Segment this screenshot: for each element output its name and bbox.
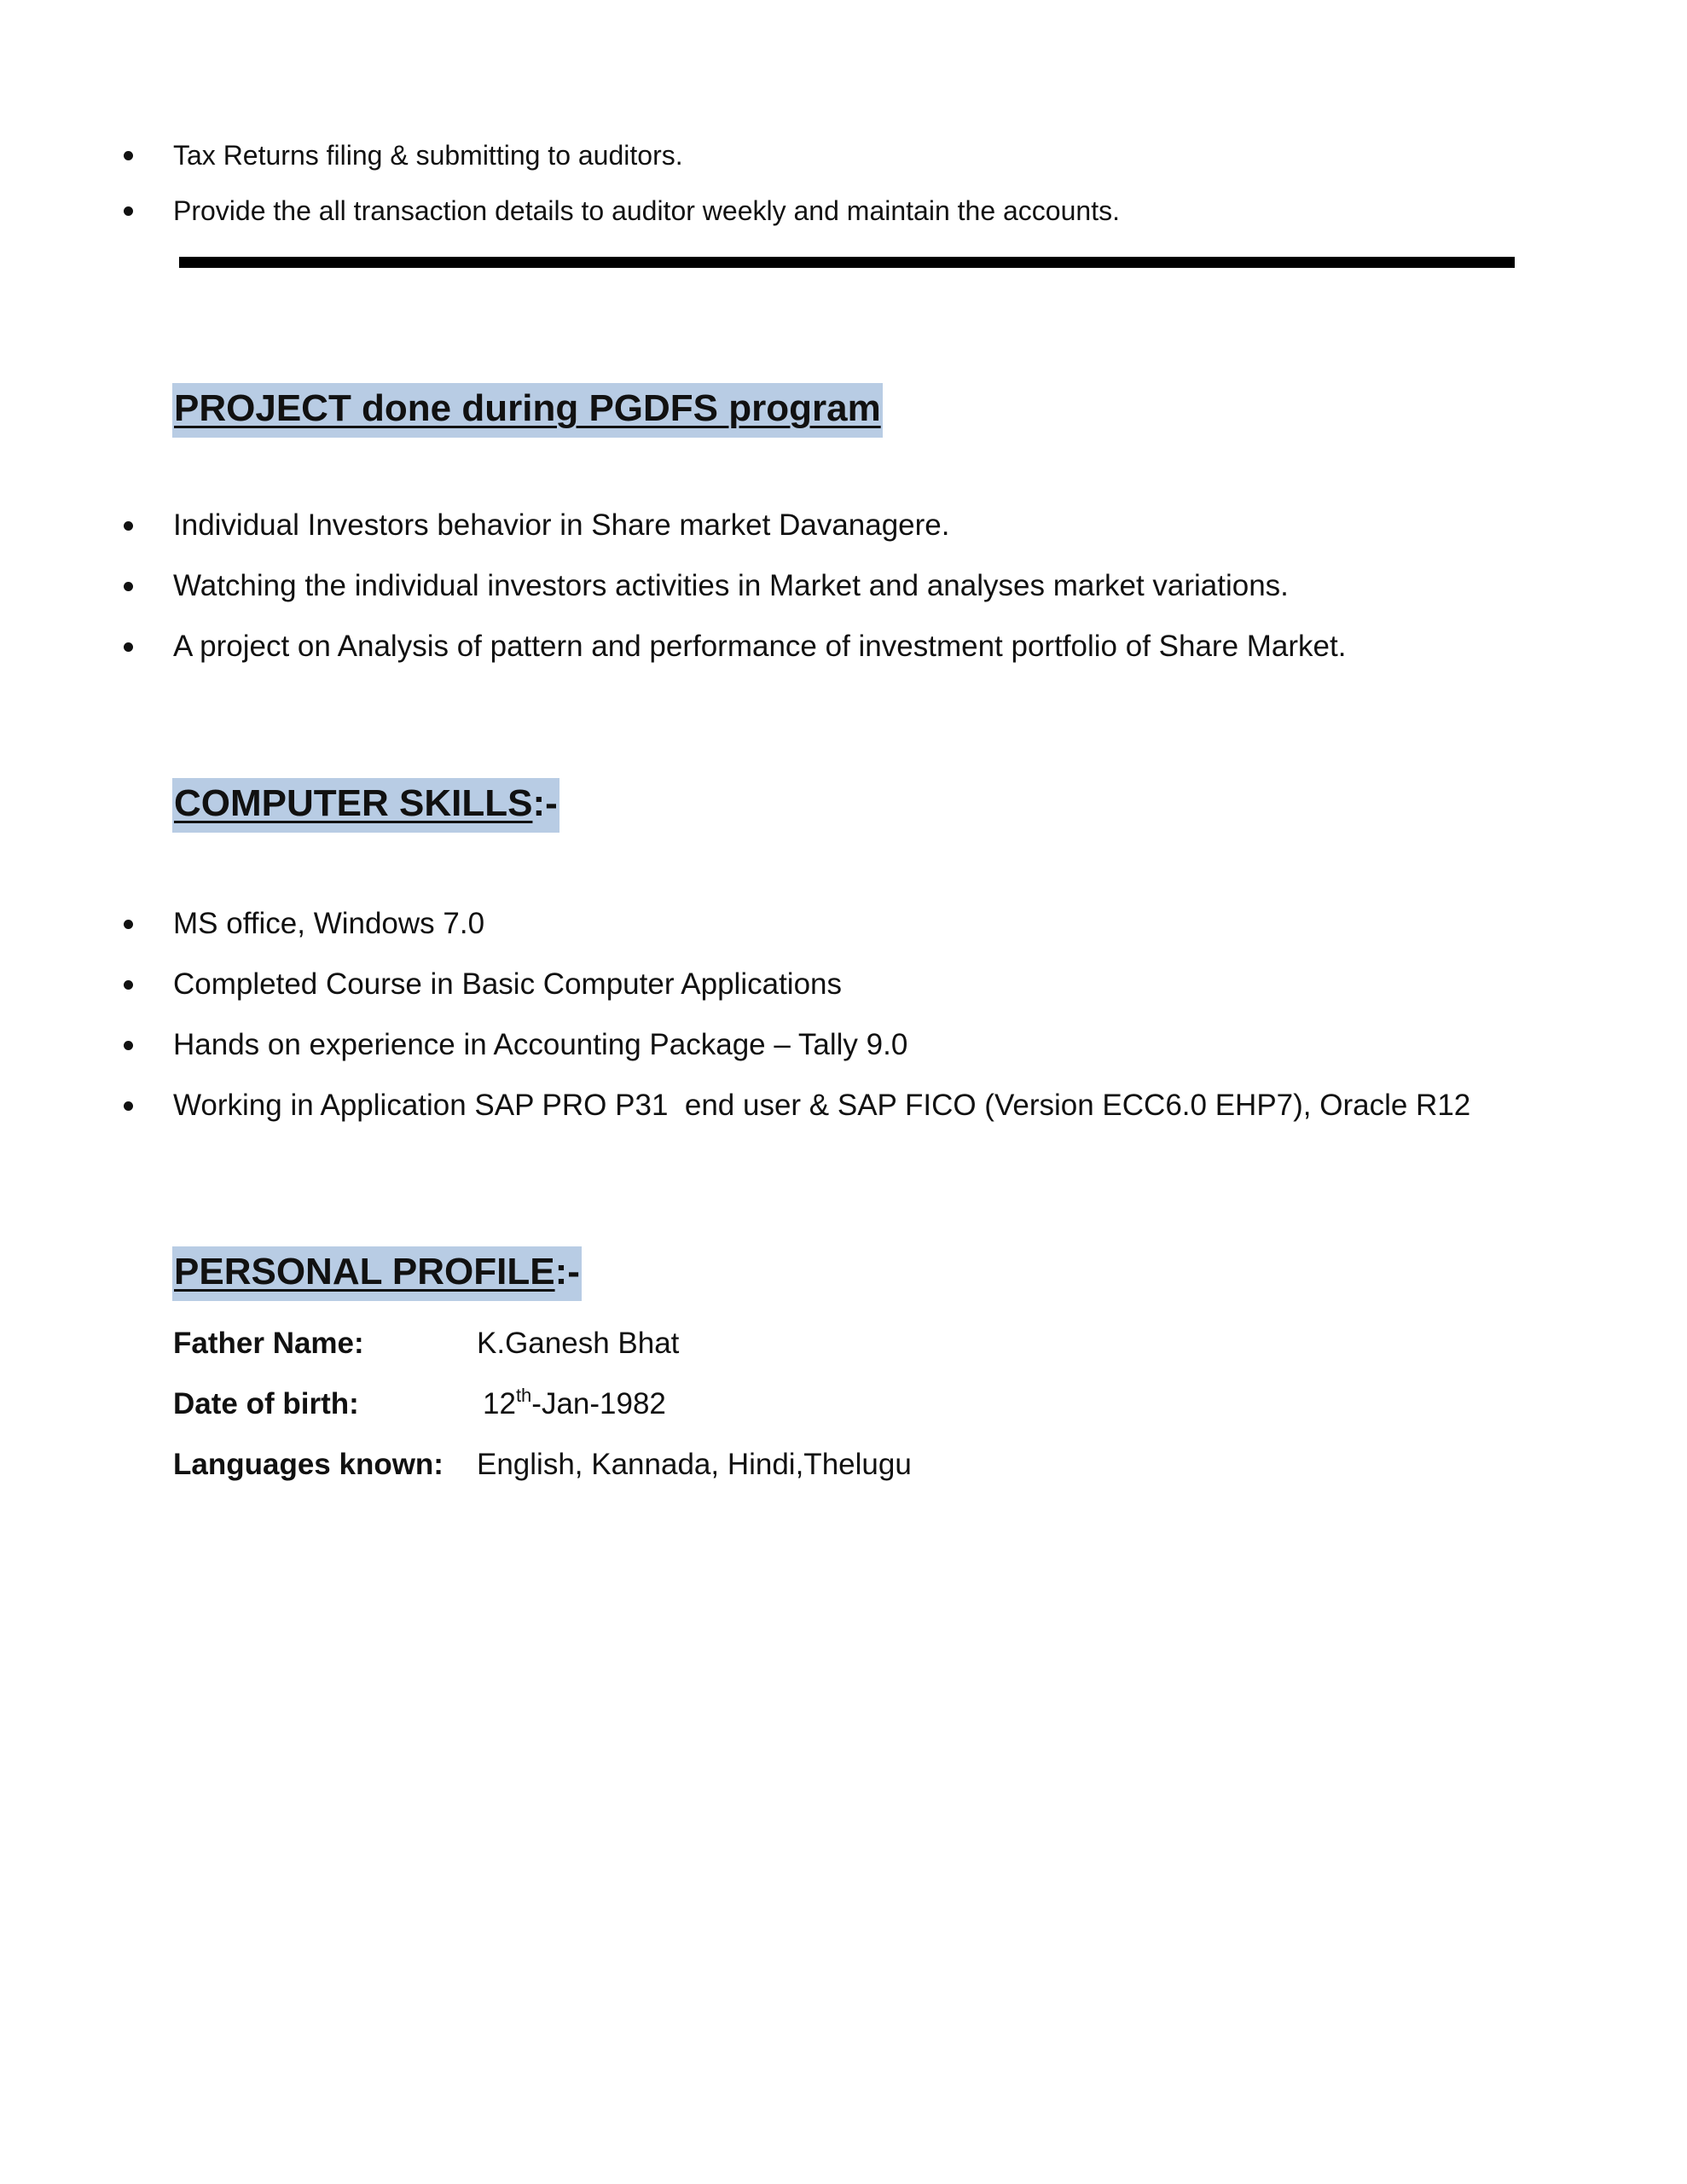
father-name-label: Father Name: (173, 1327, 364, 1360)
list-item-text: Completed Course in Basic Computer Applications (173, 967, 842, 1001)
dob-label: Date of birth: (173, 1387, 359, 1420)
list-item-text: Watching the individual investors activities in Market and analyses market variations. (173, 569, 1289, 602)
list-item-text: Individual Investors behavior in Share market Davanagere. (173, 508, 950, 542)
list-item-text: Hands on experience in Accounting Package – Tally 9.0 (173, 1028, 908, 1061)
list-item (0, 562, 1687, 610)
dob-ordinal: th (515, 1385, 532, 1406)
personal-profile-heading-text: PERSONAL PROFILE (174, 1251, 555, 1292)
dob-rest: -Jan-1982 (531, 1387, 666, 1420)
list-item-text: Provide the all transaction details to auditor weekly and maintain the accounts. (173, 195, 1120, 226)
profile-row-dob (173, 1380, 666, 1428)
bullet-icon (124, 642, 133, 652)
list-item-text: Working in Application SAP PRO P31 end user & SAP FICO (Version ECC6.0 EHP7), Oracle R12 (173, 1089, 1471, 1122)
list-item (0, 961, 1687, 1008)
bullet-icon (124, 1101, 133, 1111)
bullet-icon (124, 582, 133, 591)
list-item (0, 1082, 1687, 1130)
section-divider (179, 257, 1515, 268)
list-item-text: A project on Analysis of pattern and performance of investment portfolio of Share Market. (173, 630, 1347, 663)
list-item-text: Tax Returns filing & submitting to auditors. (173, 139, 683, 171)
project-heading (172, 383, 883, 438)
list-item (0, 187, 1687, 235)
list-item (0, 623, 1687, 671)
list-item (0, 502, 1687, 549)
heading-suffix: :- (532, 782, 558, 824)
profile-row-languages (173, 1441, 912, 1489)
father-name-value: K.Ganesh Bhat (477, 1327, 680, 1360)
personal-profile-heading (172, 1246, 582, 1301)
bullet-icon (124, 151, 133, 160)
bullet-icon (124, 521, 133, 531)
computer-skills-heading-text: COMPUTER SKILLS (174, 782, 533, 824)
languages-value: English, Kannada, Hindi,Thelugu (477, 1448, 912, 1481)
project-heading-text: PROJECT done during PGDFS program (174, 387, 881, 429)
list-item-text: MS office, Windows 7.0 (173, 907, 485, 940)
dob-day: 12 (483, 1387, 516, 1420)
computer-skills-heading (172, 778, 559, 833)
languages-label: Languages known: (173, 1448, 443, 1481)
profile-row-father (173, 1320, 679, 1368)
list-item (0, 900, 1687, 948)
bullet-icon (124, 1041, 133, 1050)
bullet-icon (124, 206, 133, 216)
bullet-icon (124, 920, 133, 929)
heading-suffix: :- (554, 1251, 580, 1292)
bullet-icon (124, 980, 133, 990)
list-item (0, 131, 1687, 179)
list-item (0, 1021, 1687, 1069)
dob-value (477, 1387, 666, 1421)
